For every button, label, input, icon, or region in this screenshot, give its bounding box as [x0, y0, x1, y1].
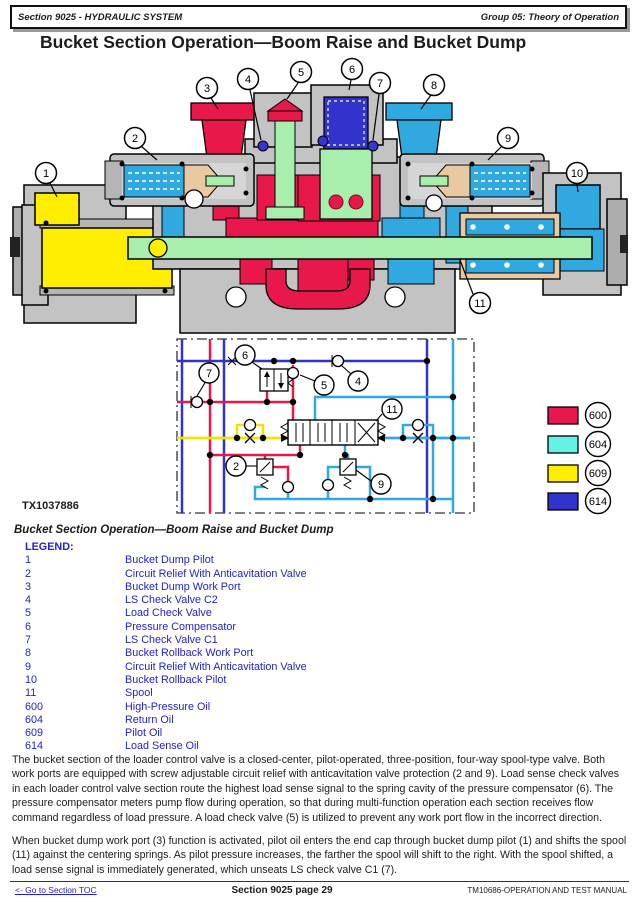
legend-row: 600 High-Pressure Oil: [25, 700, 211, 713]
legend-row: 5 Load Check Valve: [25, 607, 212, 620]
legend-row: 8 Bucket Rollback Work Port: [25, 647, 254, 660]
footer-divider: [10, 881, 629, 882]
figure-code: TX1037886: [22, 500, 79, 512]
figure-caption: Bucket Section Operation—Boom Raise and Bucket Dump: [14, 524, 334, 536]
svg-text:600: 600: [588, 410, 608, 422]
paragraph-2: When bucket dump work port (3) function is activated, pilot oil enters the end cap through bucket dump pilot (1) and shifts the spool (11) against the centering springs. As pilot pressure increases, the farther the spool will shift to the right. With the spool shifted, a load sense signal is immediately generated, which unseats LS check valve C1 (7).: [12, 835, 627, 876]
legend-row: 1 Bucket Dump Pilot: [25, 554, 214, 567]
svg-text:9: 9: [377, 479, 385, 491]
oil-color-key: [548, 403, 611, 514]
svg-text:614: 614: [588, 496, 608, 508]
svg-text:4: 4: [244, 74, 252, 86]
callout-10: [567, 163, 588, 184]
svg-text:9: 9: [504, 133, 512, 145]
svg-text:5: 5: [320, 380, 328, 392]
svg-text:11: 11: [474, 298, 486, 310]
schematic-callout-6: [235, 345, 255, 365]
schematic-callout-9: [371, 474, 391, 494]
svg-text:11: 11: [386, 404, 398, 416]
legend-row: 11 Spool: [25, 687, 153, 700]
page-header: [10, 5, 627, 29]
callout-1: [36, 163, 57, 184]
svg-text:2: 2: [131, 133, 139, 145]
svg-text:6: 6: [241, 350, 249, 362]
legend-row: 614 Load Sense Oil: [25, 740, 199, 753]
legend-row: 6 Pressure Compensator: [25, 620, 237, 633]
svg-text:3: 3: [203, 83, 211, 95]
color-key-600: [548, 403, 611, 428]
svg-text:5: 5: [297, 67, 305, 79]
svg-text:7: 7: [376, 78, 384, 90]
schematic-callout-5: [314, 375, 334, 395]
manual-id: TM10686-OPERATION AND TEST MANUAL: [467, 886, 627, 895]
callout-7: [370, 73, 391, 94]
callout-8: [424, 75, 445, 96]
svg-text:10: 10: [570, 168, 584, 180]
page-number: Section 9025 page 29: [231, 885, 333, 896]
svg-text:609: 609: [588, 468, 608, 480]
right-circuit-relief: [400, 154, 549, 206]
page-title: Bucket Section Operation—Boom Raise and Bucket Dump: [40, 32, 527, 52]
callout-6: [342, 59, 363, 80]
svg-text:604: 604: [588, 439, 608, 451]
legend-heading: LEGEND:: [25, 541, 74, 553]
color-key-609: [548, 461, 611, 486]
svg-text:7: 7: [205, 368, 213, 380]
legend-row: 9 Circuit Relief With Anticavitation Valve: [25, 660, 307, 673]
schematic-callout-2: [226, 456, 246, 476]
legend-row: 609 Pilot Oil: [25, 727, 163, 740]
svg-text:2: 2: [232, 461, 240, 473]
schematic-symbols: [191, 355, 424, 493]
schematic-callout-11: [382, 399, 402, 419]
legend-row: 3 Bucket Dump Work Port: [25, 580, 241, 593]
legend-row: 10 Bucket Rollback Pilot: [25, 673, 227, 686]
header-section: Section 9025 - HYDRAULIC SYSTEM: [18, 11, 183, 23]
color-key-614: [548, 489, 611, 514]
svg-text:6: 6: [348, 64, 356, 76]
hydraulic-schematic: [10, 337, 629, 515]
callout-4: [238, 69, 259, 90]
callout-3: [197, 78, 218, 99]
schematic-callout-7: [199, 363, 219, 383]
go-to-section-toc-link[interactable]: <- Go to Section TOC: [15, 885, 97, 895]
svg-text:4: 4: [354, 376, 362, 388]
legend-row: 604 Return Oil: [25, 713, 174, 726]
callout-11: [470, 293, 491, 314]
spool: [128, 237, 592, 259]
svg-text:1: 1: [42, 168, 50, 180]
paragraph-1: The bucket section of the loader control valve is a closed-center, pilot-operated, three-position, four-way spool-type valve. Both work ports are equipped with screw adjustable circuit relief with anticavitation valve protection (2 and 9). Load sense check valves in each loader control valve section route the highest load sense signal to the spring cavity of the pressure compensator (6). The pressure compensator meters pump flow during operation, so that during multi-function operation each section receives flow command regardless of load pressure. A load check valve (5) is utilized to prevent any work port flow in the incorrect direction.: [12, 754, 620, 824]
color-key-604: [548, 432, 611, 457]
legend-row: 2 Circuit Relief With Anticavitation Valve: [25, 567, 307, 580]
callout-9: [498, 128, 519, 149]
legend-row: 7 LS Check Valve C1: [25, 634, 218, 647]
body-text: [12, 753, 629, 886]
legend-row: 4 LS Check Valve C2: [25, 594, 218, 607]
left-circuit-relief: [105, 154, 254, 206]
schematic-callout-4: [348, 371, 368, 391]
pressure-compensator: [311, 85, 383, 219]
legend-block: [25, 541, 307, 754]
svg-text:8: 8: [430, 80, 438, 92]
valve-cross-section-diagram: [10, 57, 629, 339]
page-footer: [15, 885, 627, 896]
callout-5: [291, 62, 312, 83]
header-group: Group 05: Theory of Operation: [480, 11, 619, 23]
callout-2: [125, 128, 146, 149]
